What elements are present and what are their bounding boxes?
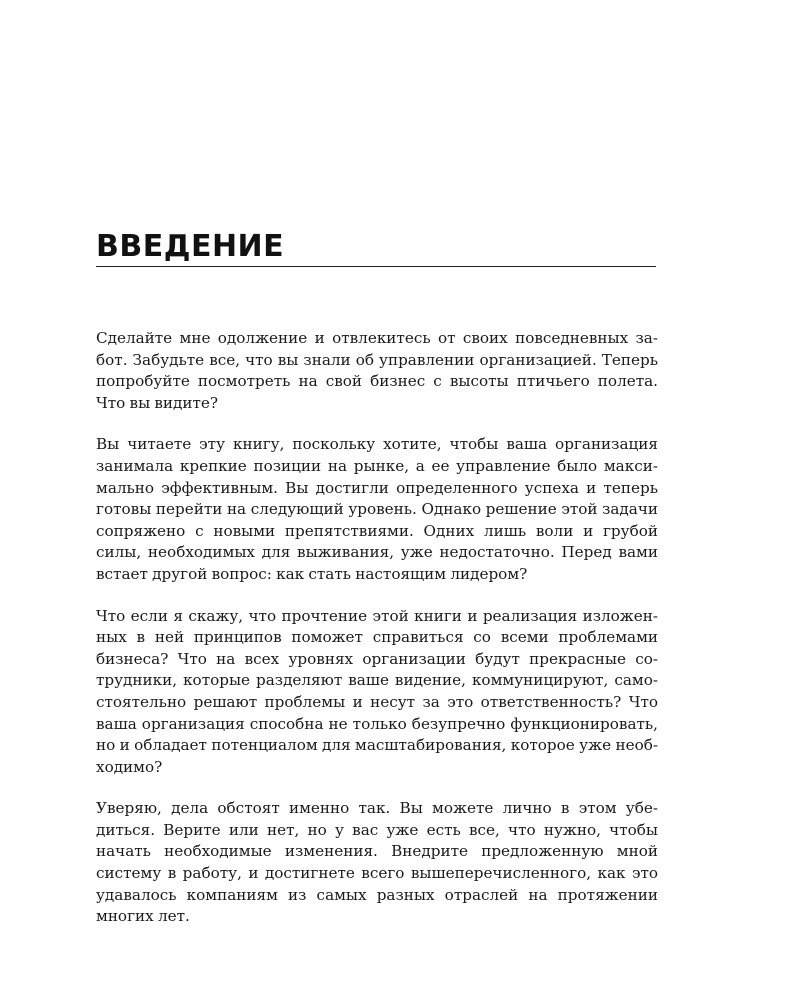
text-line: сопряжено с новыми препятствиями. Одних лишь воли и грубой [96, 521, 658, 540]
paragraph-1 [96, 328, 658, 414]
text-line: готовы перейти на следующий уровень. Однако решение этой задачи [96, 500, 658, 519]
text-line: Сделайте мне одолжение и отвлекитесь от своих повседневных за- [96, 329, 658, 347]
heading-underline [96, 266, 656, 267]
text-line: Вы читаете эту книгу, поскольку хотите, чтобы ваша организация [96, 435, 658, 454]
text-line: ходимо? [96, 757, 163, 776]
paragraph-3 [96, 606, 658, 779]
text-line: трудники, которые разделяют ваше видение, коммуницируют, само- [96, 671, 658, 690]
paragraph-2 [96, 434, 658, 585]
chapter-heading: ВВЕДЕНИЕ [96, 229, 285, 264]
text-line: Что если я скажу, что прочтение этой книги и реализация изложен- [96, 606, 658, 625]
text-line: встает другой вопрос: как стать настоящим лидером? [96, 564, 528, 583]
text-line: Что вы видите? [96, 393, 219, 412]
text-line: мально эффективным. Вы достигли определенного успеха и теперь [96, 478, 658, 497]
text-line: ных в ней принципов поможет справиться со всеми проблемами [96, 628, 658, 647]
text-line: силы, необходимых для выживания, уже недостаточно. Перед вами [96, 543, 658, 562]
text-line: начать необходимые изменения. Внедрите предложенную мной [96, 842, 658, 861]
text-line: но и обладает потенциалом для масштабирования, которое уже необ- [96, 736, 658, 755]
text-line: бизнеса? Что на всех уровнях организации будут прекрасные со- [96, 649, 658, 668]
text-line: попробуйте посмотреть на свой бизнес с высоты птичьего полета. [96, 372, 658, 391]
text-line: бот. Забудьте все, что вы знали об управлении организацией. Теперь [96, 350, 658, 369]
text-line: многих лет. [96, 907, 190, 926]
text-line: занимала крепкие позиции на рынке, а ее управление было макси- [96, 456, 658, 475]
body-text [96, 328, 658, 948]
text-line: систему в работу, и достигнете всего вышеперечисленного, как это [96, 864, 658, 883]
text-line: Уверяю, дела обстоят именно так. Вы можете лично в этом убе- [96, 799, 658, 818]
paragraph-4 [96, 798, 658, 928]
text-line: удавалось компаниям из самых разных отраслей на протяжении [96, 885, 658, 904]
text-line: ваша организация способна не только безупречно функционировать, [96, 714, 658, 733]
text-line: диться. Верите или нет, но у вас уже есть все, что нужно, чтобы [96, 820, 658, 839]
text-line: стоятельно решают проблемы и несут за это ответственность? Что [96, 692, 658, 711]
